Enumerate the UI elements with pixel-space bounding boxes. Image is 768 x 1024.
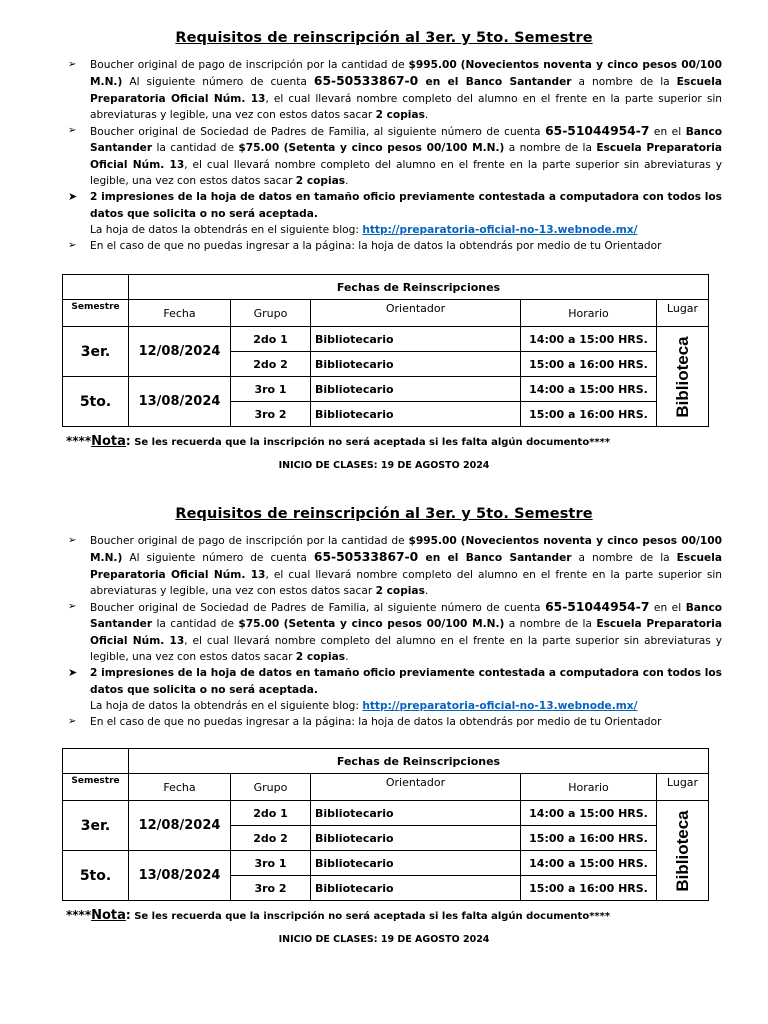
- req2-text-2: en el: [649, 126, 686, 139]
- table-row: [63, 801, 709, 826]
- header-grupo: Grupo: [231, 774, 311, 801]
- header-horario: Horario: [521, 300, 657, 327]
- requirement-item: [68, 57, 722, 123]
- req4-text: En el caso de que no puedas ingresar a la página: la hoja de datos la obtendrás por medio de tu Orientador: [90, 716, 662, 729]
- orientador-cell: Bibliotecario: [311, 826, 521, 851]
- arrow-bullet-icon: ➢: [68, 716, 77, 728]
- header-orientador: Orientador: [311, 300, 521, 327]
- requirement-item: [68, 599, 722, 665]
- req2-text-5: , el cual llevará nombre completo del alumno en el frente en la parte superior sin abreviaturas y legible, una vez con estos datos sacar: [90, 634, 722, 664]
- req1-text-4: , el cual llevará nombre completo del alumno en el frente en la parte superior sin abreviaturas y legible, una vez con estos datos sacar: [90, 568, 722, 597]
- table-corner-cell: [63, 275, 129, 300]
- req1-bank-pre: en el: [418, 76, 466, 89]
- req1-end: .: [424, 584, 429, 597]
- orientador-cell: Bibliotecario: [311, 352, 521, 377]
- requirements-list: [68, 57, 722, 255]
- orientador-cell: Bibliotecario: [311, 327, 521, 352]
- requirement-item: [68, 189, 722, 238]
- table-row: [63, 851, 709, 876]
- horario-cell: 14:00 a 15:00 HRS.: [521, 851, 657, 876]
- req2-amount: $75.00: [238, 142, 280, 155]
- table-row: [63, 327, 709, 352]
- table-corner-cell: [63, 749, 129, 774]
- req2-amount-words: (Setenta y cinco pesos 00/100 M.N.): [283, 618, 505, 631]
- horario-cell: 15:00 a 16:00 HRS.: [521, 402, 657, 427]
- horario-cell: 14:00 a 15:00 HRS.: [521, 801, 657, 826]
- req2-account: 65-51044954-7: [545, 124, 650, 139]
- table-caption: Fechas de Reinscripciones: [129, 749, 709, 774]
- lugar-value: Biblioteca: [672, 335, 692, 418]
- req1-text-4: , el cual llevará nombre completo del alumno en el frente en la parte superior sin abreviaturas y legible, una vez con estos datos sacar: [90, 92, 722, 121]
- group-cell: 2do 1: [231, 327, 311, 352]
- date-cell: 12/08/2024: [129, 801, 231, 851]
- semester-cell: 3er.: [63, 327, 129, 377]
- group-cell: 2do 2: [231, 826, 311, 851]
- arrow-bullet-icon: ➤: [68, 666, 78, 680]
- req1-text-3: a nombre de la: [571, 76, 677, 89]
- req1-copies: 2 copias: [375, 584, 425, 597]
- req2-amount-words: (Setenta y cinco pesos 00/100 M.N.): [283, 142, 505, 155]
- req3-blog-text: La hoja de datos la obtendrás en el siguiente blog:: [90, 699, 359, 712]
- req2-bank: Banco Santander: [90, 602, 723, 631]
- table-caption: Fechas de Reinscripciones: [129, 275, 709, 300]
- requirement-item: [68, 238, 722, 254]
- requirement-item: [68, 123, 722, 189]
- horario-cell: 14:00 a 15:00 HRS.: [521, 327, 657, 352]
- horario-cell: 15:00 a 16:00 HRS.: [521, 876, 657, 901]
- header-lugar: Lugar: [657, 774, 709, 801]
- lugar-cell: [657, 327, 709, 427]
- orientador-cell: Bibliotecario: [311, 402, 521, 427]
- note-line: [66, 434, 610, 449]
- schedule-table: [62, 274, 709, 427]
- req3-text: 2 impresiones de la hoja de datos en tamaño oficio previamente contestada a computadora con todos los datos que solicita o no será aceptada.: [90, 667, 722, 696]
- req3-blog-text: La hoja de datos la obtendrás en el siguiente blog:: [90, 223, 359, 236]
- req1-amount-words: (Novecientos noventa y cinco pesos 00/100 M.N.): [90, 535, 722, 565]
- req1-text-3: a nombre de la: [571, 552, 677, 565]
- req1-account: 65-50533867-0: [313, 550, 419, 565]
- orientador-cell: Bibliotecario: [311, 851, 521, 876]
- note-text: Se les recuerda que la inscripción no será aceptada si les falta algún documento: [130, 911, 590, 922]
- header-lugar: Lugar: [657, 300, 709, 327]
- note-label: Nota: [91, 908, 126, 923]
- start-date: INICIO DE CLASES: 19 DE AGOSTO 2024: [278, 934, 490, 945]
- header-orientador: Orientador: [311, 774, 521, 801]
- req1-bank-pre: en el: [418, 552, 466, 565]
- req2-text-3: la cantidad de: [152, 618, 239, 631]
- date-cell: 13/08/2024: [129, 377, 231, 427]
- arrow-bullet-icon: ➢: [68, 125, 77, 137]
- header-fecha: Fecha: [129, 300, 231, 327]
- flyer-copy-2: [0, 506, 768, 976]
- req1-bank: Banco Santander: [465, 552, 572, 565]
- start-date: INICIO DE CLASES: 19 DE AGOSTO 2024: [278, 460, 490, 471]
- arrow-bullet-icon: ➢: [68, 240, 77, 252]
- req1-text: Boucher original de pago de inscripción por la cantidad de: [90, 535, 409, 547]
- requirement-item: [68, 665, 722, 714]
- req4-text: En el caso de que no puedas ingresar a la página: la hoja de datos la obtendrás por medio de tu Orientador: [90, 240, 662, 253]
- req1-bank: Banco Santander: [465, 76, 572, 89]
- date-cell: 13/08/2024: [129, 851, 231, 901]
- req2-copies: 2 copias: [295, 651, 346, 664]
- blog-link[interactable]: http://preparatoria-oficial-no-13.webnode.mx/: [362, 699, 638, 712]
- req2-text-4: a nombre de la: [504, 142, 597, 155]
- req1-amount: $995.00: [408, 535, 457, 547]
- note-colon: :: [125, 908, 131, 922]
- page-title: Requisitos de reinscripción al 3er. y 5to. Semestre: [175, 506, 593, 522]
- req2-text-3: la cantidad de: [152, 142, 239, 155]
- note-stars-post: ****: [589, 437, 611, 448]
- note-label: Nota: [91, 434, 126, 449]
- req2-text: Boucher original de Sociedad de Padres de Familia, al siguiente número de cuenta: [90, 126, 546, 139]
- blog-link[interactable]: http://preparatoria-oficial-no-13.webnode.mx/: [362, 223, 638, 236]
- note-colon: :: [125, 434, 131, 448]
- header-semestre: Semestre: [63, 774, 129, 801]
- req1-text-2: Al siguiente número de cuenta: [122, 552, 314, 565]
- req1-text-2: Al siguiente número de cuenta: [122, 76, 314, 89]
- lugar-value: Biblioteca: [672, 809, 692, 892]
- req2-text: Boucher original de Sociedad de Padres de Familia, al siguiente número de cuenta: [90, 602, 546, 615]
- note-stars-post: ****: [589, 911, 611, 922]
- req2-text-4: a nombre de la: [504, 618, 597, 631]
- note-text: Se les recuerda que la inscripción no será aceptada si les falta algún documento: [130, 437, 590, 448]
- arrow-bullet-icon: ➢: [68, 59, 77, 70]
- req2-copies: 2 copias: [295, 175, 346, 188]
- horario-cell: 15:00 a 16:00 HRS.: [521, 826, 657, 851]
- req1-account: 65-50533867-0: [313, 74, 419, 89]
- arrow-bullet-icon: ➤: [68, 190, 78, 204]
- group-cell: 3ro 2: [231, 402, 311, 427]
- orientador-cell: Bibliotecario: [311, 801, 521, 826]
- req2-bank: Banco Santander: [90, 126, 723, 155]
- page-title: Requisitos de reinscripción al 3er. y 5to. Semestre: [175, 30, 593, 46]
- req2-text-2: en el: [649, 602, 686, 615]
- orientador-cell: Bibliotecario: [311, 377, 521, 402]
- semester-cell: 5to.: [63, 377, 129, 427]
- horario-cell: 15:00 a 16:00 HRS.: [521, 352, 657, 377]
- note-stars-pre: ****: [66, 908, 92, 922]
- header-fecha: Fecha: [129, 774, 231, 801]
- flyer-copy-1: [0, 30, 768, 500]
- req1-school: Escuela Preparatoria Oficial Núm. 13: [90, 552, 722, 581]
- requirement-item: [68, 533, 722, 599]
- req1-school: Escuela Preparatoria Oficial Núm. 13: [90, 76, 722, 105]
- note-stars-pre: ****: [66, 434, 92, 448]
- requirement-item: [68, 714, 722, 730]
- req2-account: 65-51044954-7: [545, 600, 650, 615]
- schedule-table: [62, 748, 709, 901]
- arrow-bullet-icon: ➢: [68, 535, 77, 546]
- req2-school: Escuela Preparatoria Oficial Núm. 13: [90, 142, 722, 171]
- req3-text: 2 impresiones de la hoja de datos en tamaño oficio previamente contestada a computadora con todos los datos que solicita o no será aceptada.: [90, 191, 722, 220]
- req1-text: Boucher original de pago de inscripción por la cantidad de: [90, 59, 409, 71]
- req2-school: Escuela Preparatoria Oficial Núm. 13: [90, 618, 722, 647]
- requirements-list: [68, 533, 722, 731]
- req2-text-5: , el cual llevará nombre completo del alumno en el frente en la parte superior sin abreviaturas y legible, una vez con estos datos sacar: [90, 158, 722, 188]
- table-row: [63, 377, 709, 402]
- req2-end: .: [345, 175, 349, 188]
- req1-amount: $995.00: [408, 59, 457, 71]
- req1-end: .: [424, 108, 429, 121]
- req1-amount-words: (Novecientos noventa y cinco pesos 00/100 M.N.): [90, 59, 722, 89]
- date-cell: 12/08/2024: [129, 327, 231, 377]
- note-line: [66, 908, 610, 923]
- lugar-cell: [657, 801, 709, 901]
- orientador-cell: Bibliotecario: [311, 876, 521, 901]
- header-semestre: Semestre: [63, 300, 129, 327]
- semester-cell: 3er.: [63, 801, 129, 851]
- req2-amount: $75.00: [238, 618, 280, 631]
- req1-copies: 2 copias: [375, 108, 425, 121]
- arrow-bullet-icon: ➢: [68, 601, 77, 613]
- header-grupo: Grupo: [231, 300, 311, 327]
- group-cell: 3ro 2: [231, 876, 311, 901]
- header-horario: Horario: [521, 774, 657, 801]
- group-cell: 2do 1: [231, 801, 311, 826]
- req2-end: .: [345, 651, 349, 664]
- group-cell: 3ro 1: [231, 851, 311, 876]
- semester-cell: 5to.: [63, 851, 129, 901]
- group-cell: 3ro 1: [231, 377, 311, 402]
- group-cell: 2do 2: [231, 352, 311, 377]
- horario-cell: 14:00 a 15:00 HRS.: [521, 377, 657, 402]
